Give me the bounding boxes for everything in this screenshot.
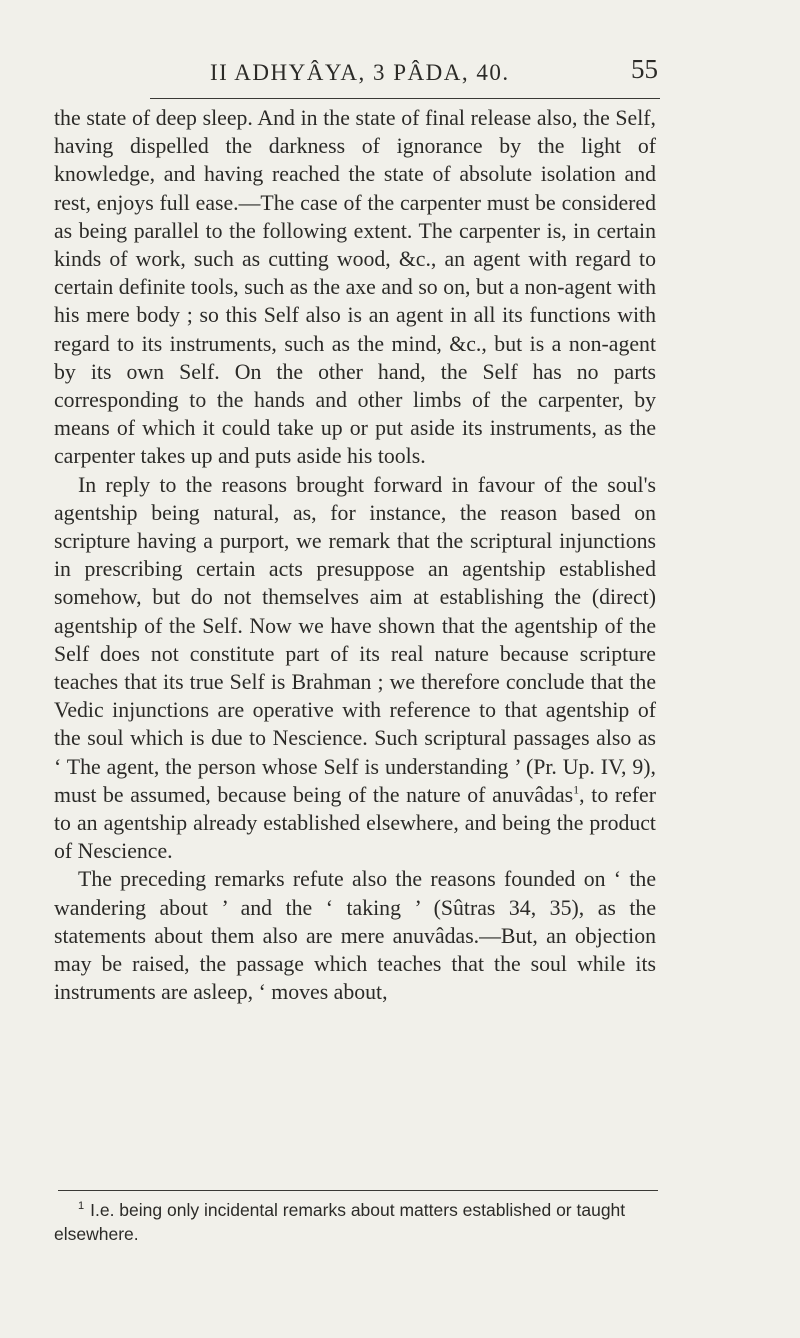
header-rule bbox=[150, 98, 660, 99]
paragraph-1 bbox=[54, 104, 656, 471]
footnote-text: I.e. being only incidental remarks about matters established or taught elsewhere. bbox=[54, 1200, 626, 1244]
footnote-reference: 1 bbox=[573, 782, 580, 797]
footnote-mark: 1 bbox=[78, 1200, 85, 1213]
footnote bbox=[54, 1198, 660, 1246]
footnote-rule bbox=[58, 1190, 658, 1191]
page-number: 55 bbox=[631, 54, 658, 84]
paragraph-2-text: In reply to the reasons brought forward in favour of the soul's agentship being natural, as, for instance, the reason based on scripture having a purport, we remark that the scriptural injunctions in prescribing certain acts presuppose an agentship established somehow, but do not themselves aim at establishing the (direct) agentship of the Self. Now we have shown that the agentship of the Self does not constitute part of its real nature because scripture teaches that its true Self is Brahman ; we therefore conclude that the Vedic injunctions are operative with reference to that agentship of the soul which is due to Nescience. Such scriptural passages also as ‘ The agent, the person whose Self is understanding ’ (Pr. Up. IV, 9), must be assumed, because being of the nature of anuvâdas bbox=[54, 472, 656, 807]
body-text bbox=[54, 104, 656, 1007]
paragraph-3-text: The preceding remarks refute also the reasons founded on ‘ the wandering about ’ and the ‘ taking ’ (Sûtras 34, 35), as the statements about them also are mere anuvâdas.—But, an objection may be raised, the passage which teaches that the soul while its instruments are asleep, ‘ moves about, bbox=[54, 867, 656, 1005]
running-header bbox=[62, 54, 658, 100]
running-title: II ADHYÂYA, 3 PÂDA, 40. bbox=[210, 60, 510, 85]
paragraph-3 bbox=[54, 865, 656, 1006]
paragraph-1-text: the state of deep sleep. And in the state of final release also, the Self, having dispelled the darkness of ignorance by the light of knowledge, and having reached the state of absolute isolation and rest, enjoys full ease.—The case of the carpenter must be considered as being parallel to the following extent. The carpenter is, in certain kinds of work, such as cutting wood, &c., an agent with regard to certain definite tools, such as the axe and so on, but a non-agent with his mere body ; so this Self also is an agent in all its functions with regard to its instruments, such as the mind, &c., but is a non-agent by its own Self. On the other hand, the Self has no parts corresponding to the hands and other limbs of the carpenter, by means of which it could take up or put aside its instruments, as the carpenter takes up and puts aside his tools. bbox=[54, 106, 656, 469]
paragraph-2 bbox=[54, 471, 656, 866]
paragraph-2-text-continued: , to refer to an agentship already established elsewhere, and being the product of Nescience. bbox=[54, 782, 656, 864]
